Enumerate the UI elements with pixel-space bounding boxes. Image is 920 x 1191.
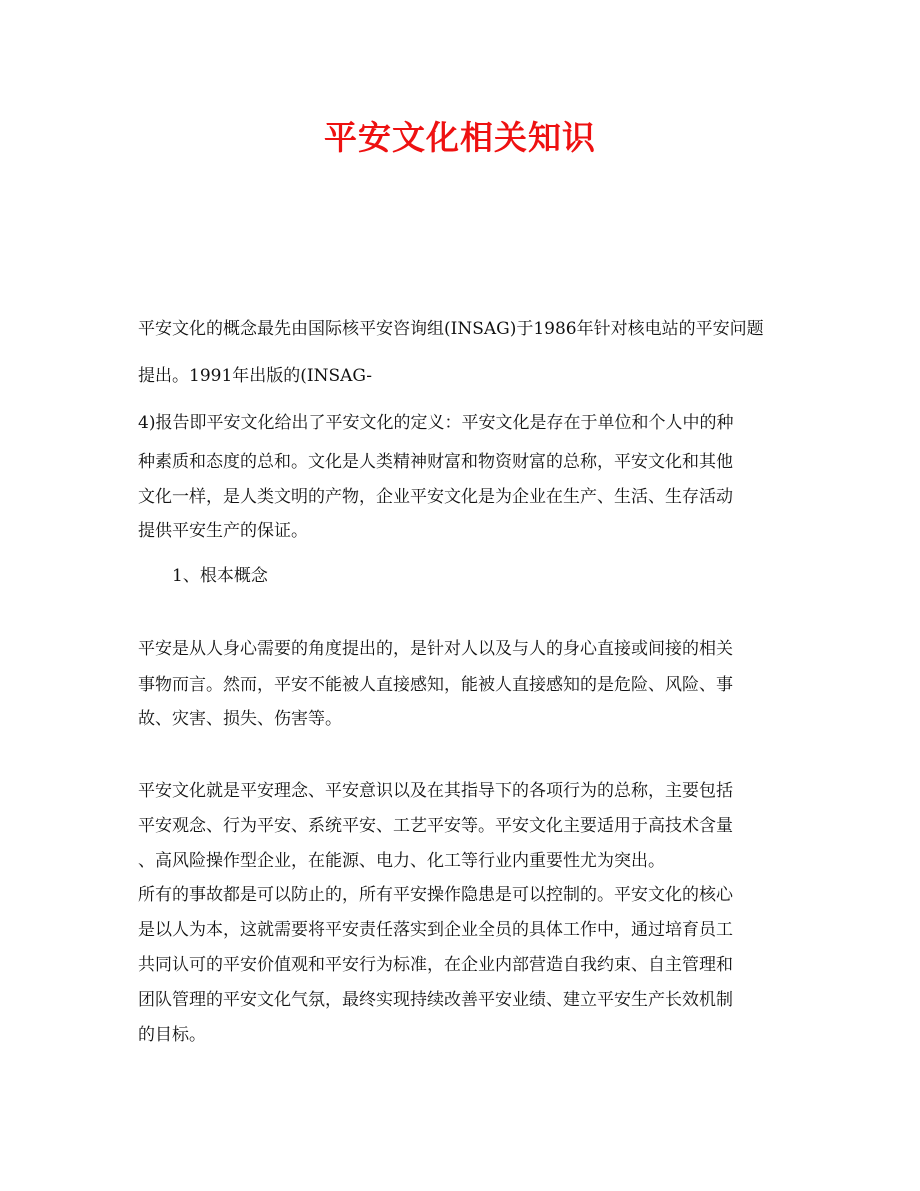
text-line: 团队管理的平安文化气氛，最终实现持续改善平安业绩、建立平安生产长效机制 <box>138 990 733 1010</box>
document-title: 平安文化相关知识 <box>324 118 596 157</box>
text-line: 4)报告即平安文化给出了平安文化的定义：平安文化是存在于单位和个人中的种 <box>138 413 734 433</box>
text-line: 平安文化的概念最先由国际核平安咨询组(INSAG)于1986年针对核电站的平安问题 <box>138 319 764 339</box>
text-line: 事物而言。然而，平安不能被人直接感知，能被人直接感知的是危险、风险、事 <box>138 675 733 695</box>
section-heading: 1、根本概念 <box>172 566 268 586</box>
text-line: 、高风险操作型企业，在能源、电力、化工等行业内重要性尤为突出。 <box>138 851 665 871</box>
text-line: 的目标。 <box>138 1025 206 1045</box>
text-line: 所有的事故都是可以防止的，所有平安操作隐患是可以控制的。平安文化的核心 <box>138 885 733 905</box>
text-line: 故、灾害、损失、伤害等。 <box>138 709 342 729</box>
text-line: 提供平安生产的保证。 <box>138 521 308 541</box>
text-line: 是以人为本，这就需要将平安责任落实到企业全员的具体工作中，通过培育员工 <box>138 920 733 940</box>
text-line: 平安观念、行为平安、系统平安、工艺平安等。平安文化主要适用于高技术含量 <box>138 816 733 836</box>
text-line: 平安是从人身心需要的角度提出的，是针对人以及与人的身心直接或间接的相关 <box>138 639 733 659</box>
text-line: 文化一样，是人类文明的产物，企业平安文化是为企业在生产、生活、生存活动 <box>138 487 733 507</box>
text-line: 种素质和态度的总和。文化是人类精神财富和物资财富的总称，平安文化和其他 <box>138 452 733 472</box>
text-line: 提出。1991年出版的(INSAG- <box>138 366 373 386</box>
text-line: 平安文化就是平安理念、平安意识以及在其指导下的各项行为的总称，主要包括 <box>138 781 733 801</box>
text-line: 共同认可的平安价值观和平安行为标准，在企业内部营造自我约束、自主管理和 <box>138 955 733 975</box>
